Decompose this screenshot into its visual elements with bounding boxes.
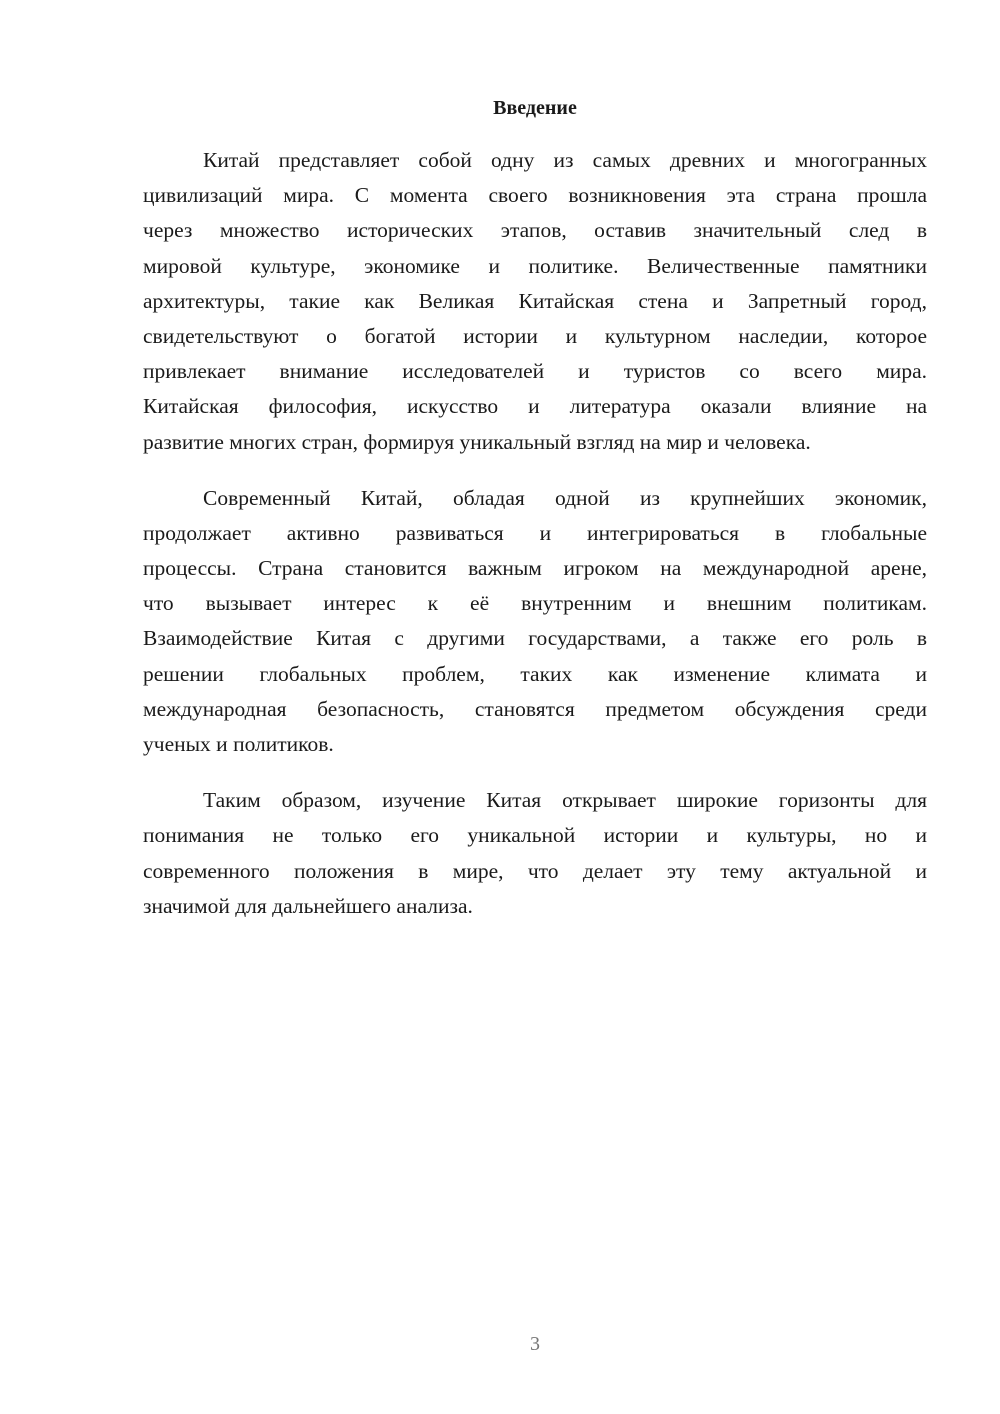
document-body <box>143 143 927 945</box>
text-line: цивилизаций мира. С момента своего возникновения эта страна прошла <box>143 183 927 208</box>
text-line: привлекает внимание исследователей и туристов со всего мира. <box>143 359 927 384</box>
text-line: Китайская философия, искусство и литература оказали влияние на <box>143 394 927 419</box>
text-line: через множество исторических этапов, оставив значительный след в <box>143 218 927 243</box>
text-line: Взаимодействие Китая с другими государствами, а также его роль в <box>143 626 927 651</box>
text-line: что вызывает интерес к её внутренним и внешним политикам. <box>143 591 927 616</box>
text-line: современного положения в мире, что делает эту тему актуальной и <box>143 858 927 883</box>
text-line: Таким образом, изучение Китая открывает широкие горизонты для <box>203 788 927 813</box>
text-line: понимания не только его уникальной истории и культуры, но и <box>143 823 927 848</box>
text-line: Современный Китай, обладая одной из крупнейших экономик, <box>203 485 927 510</box>
text-line: продолжает активно развиваться и интегрироваться в глобальные <box>143 520 927 545</box>
page-number: 3 <box>530 1333 540 1355</box>
text-line: мировой культуре, экономике и политике. Величественные памятники <box>143 253 927 278</box>
paragraph <box>143 143 927 460</box>
paragraph <box>143 481 927 763</box>
paragraph <box>143 783 927 924</box>
text-line: значимой для дальнейшего анализа. <box>143 893 473 918</box>
page-title: Введение <box>493 97 577 119</box>
text-line: свидетельствуют о богатой истории и культурном наследии, которое <box>143 323 927 348</box>
text-line: решении глобальных проблем, таких как изменение климата и <box>143 661 927 686</box>
text-line: международная безопасность, становятся предметом обсуждения среди <box>143 696 927 721</box>
text-line: Китай представляет собой одну из самых древних и многогранных <box>203 148 927 172</box>
text-line: развитие многих стран, формируя уникальный взгляд на мир и человека. <box>143 429 811 454</box>
text-line: ученых и политиков. <box>143 732 334 756</box>
text-line: архитектуры, такие как Великая Китайская стена и Запретный город, <box>143 288 927 313</box>
text-line: процессы. Страна становится важным игроком на международной арене, <box>143 556 927 581</box>
